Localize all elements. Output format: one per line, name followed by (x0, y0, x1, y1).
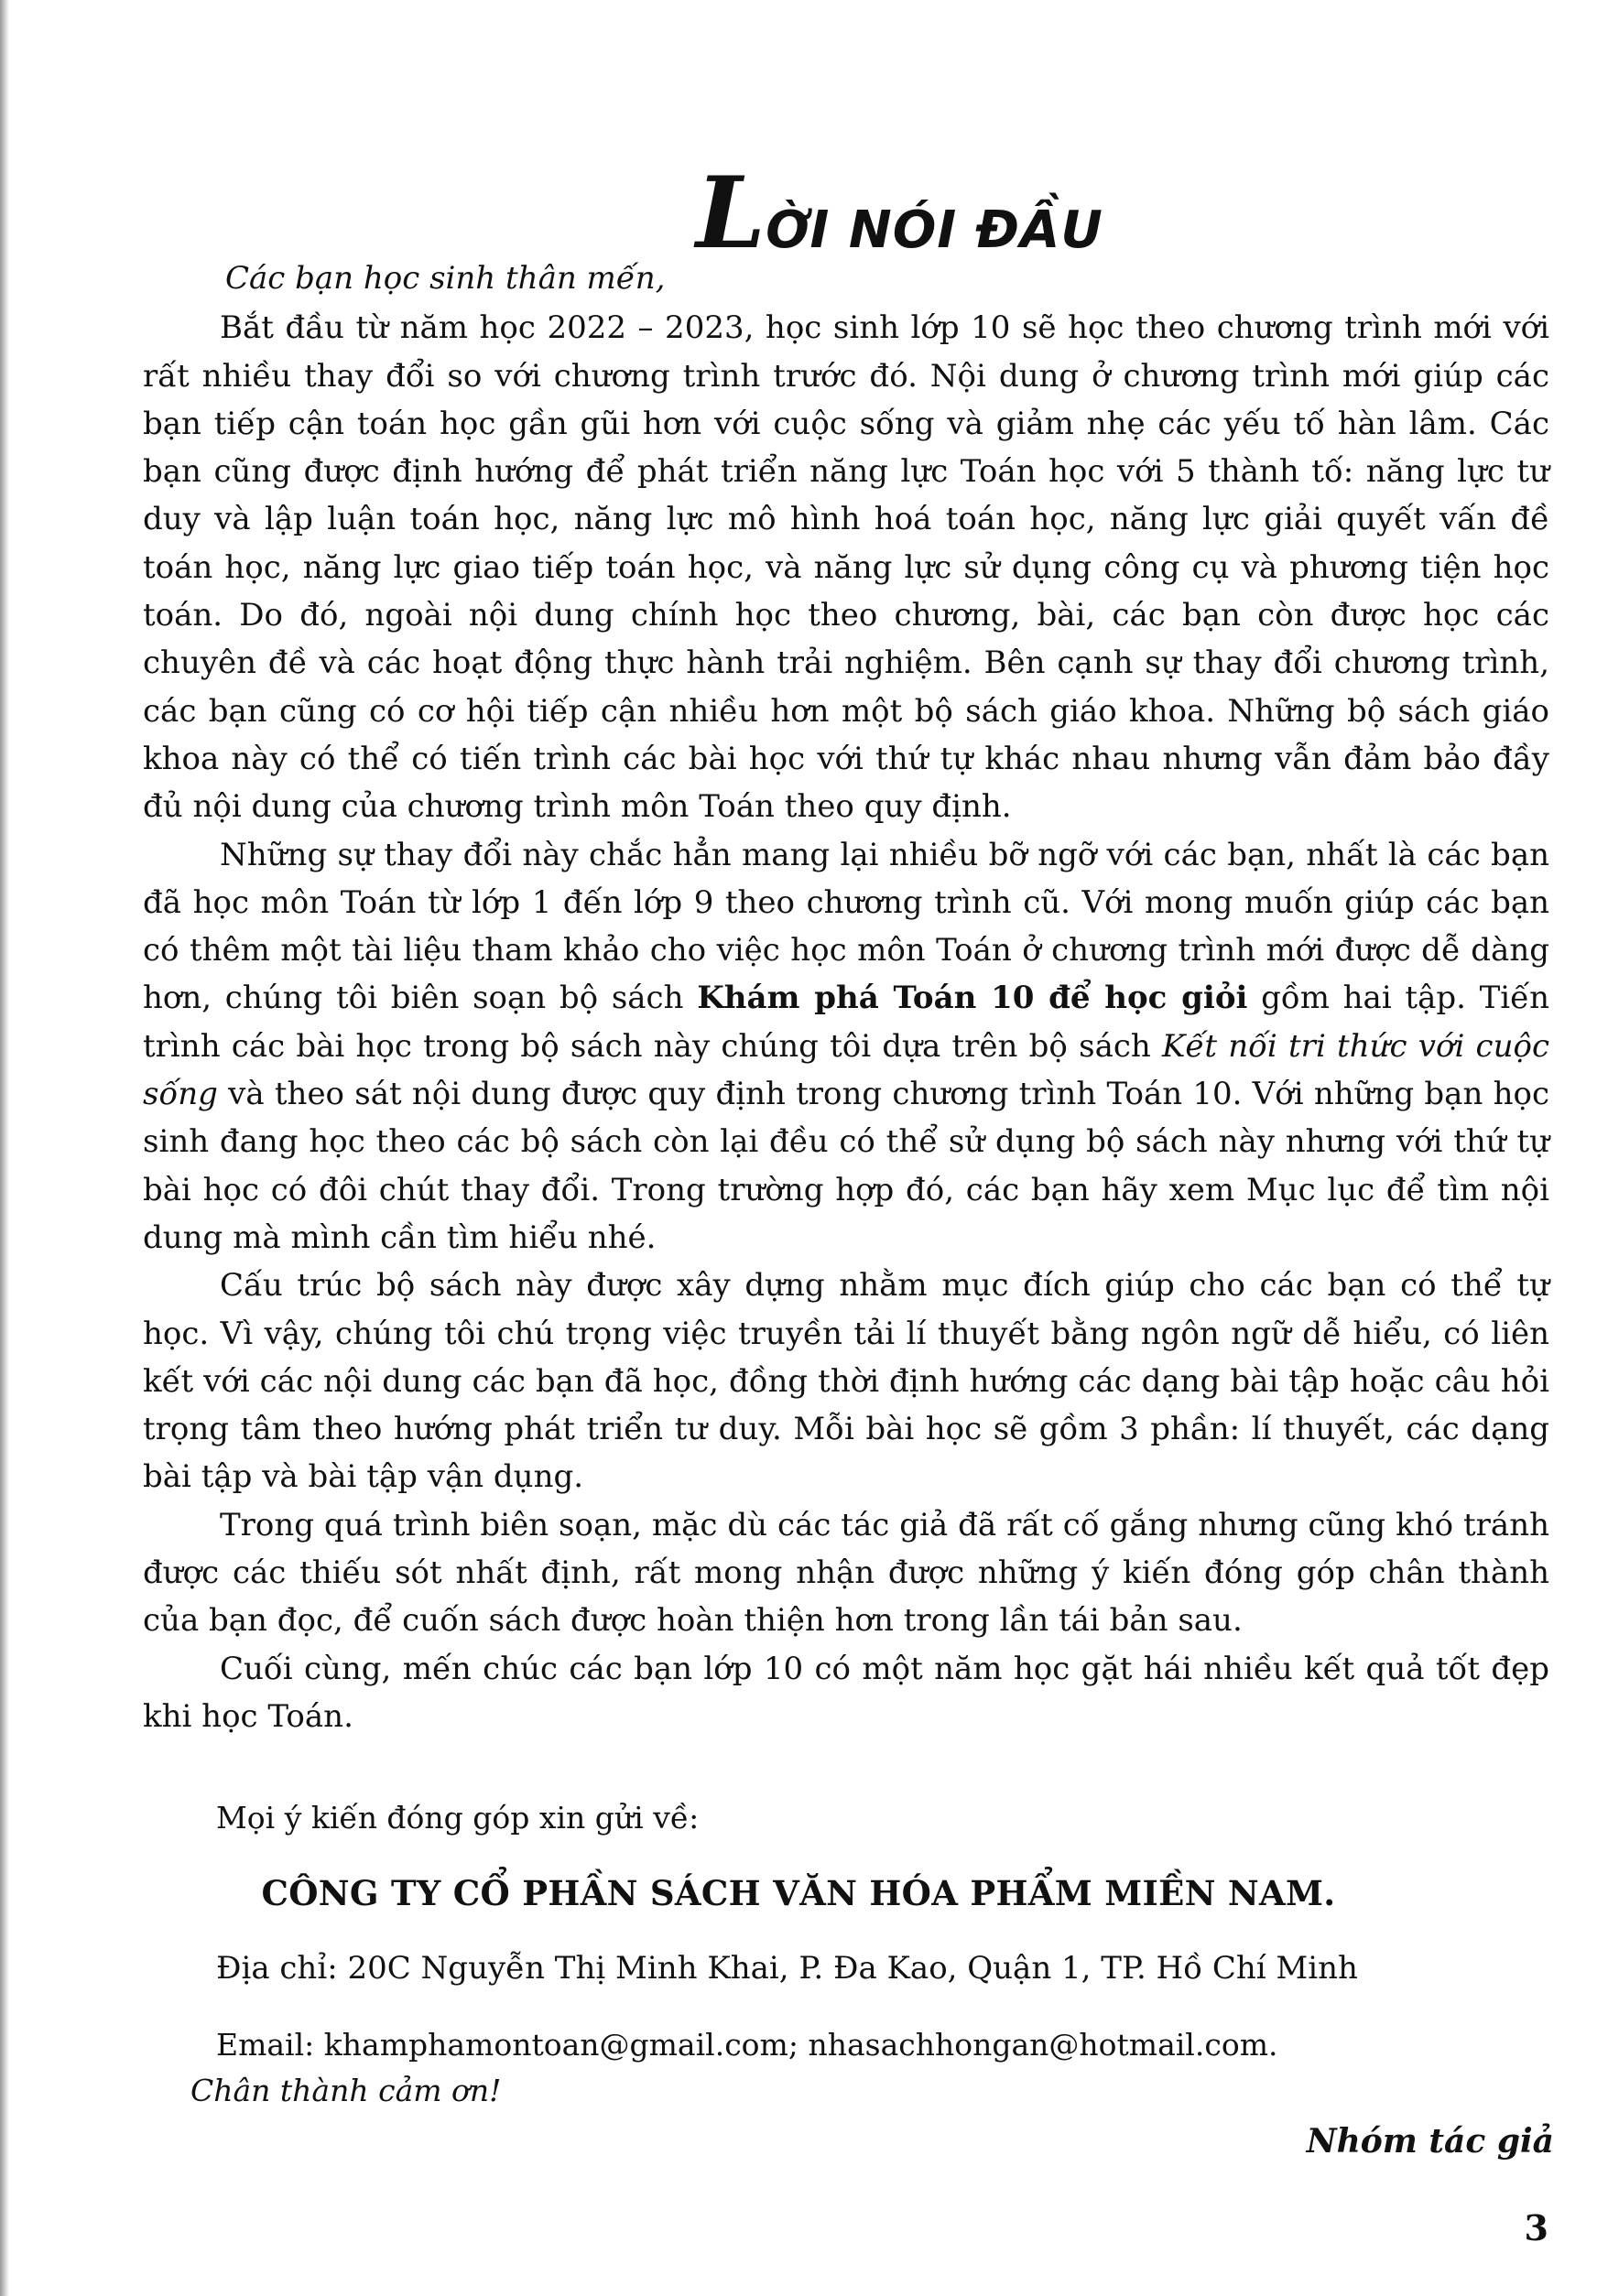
paragraph-5: Cuối cùng, mến chúc các bạn lớp 10 có một năm học gặt hái nhiều kết quả tốt đẹp khi học Toán. (143, 1650, 1549, 1735)
paragraph-3: Cấu trúc bộ sách này được xây dựng nhằm mục đích giúp cho các bạn có thể tự học. Vì vậy, chúng tôi chú trọng việc truyền tải lí thuyết bằng ngôn ngữ dễ hiểu, có liên kết với các nội dung các bạn đã học, đồng thời định hướng các dạng bài tập hoặc câu hỏi trọng tâm theo hướng phát triển tư duy. Mỗi bài học sẽ gồm 3 phần: lí thuyết, các dạng bài tập và bài tập vận dụng. (143, 1267, 1549, 1496)
contact-intro: Mọi ý kiến đóng góp xin gửi về: (216, 1800, 700, 1836)
paragraph-4: Trong quá trình biên soạn, mặc dù các tác giả đã rất cố gắng nhưng cũng khó tránh được các thiếu sót nhất định, rất mong nhận được những ý kiến đóng góp chân thành của bạn đọc, để cuốn sách được hoàn thiện hơn trong lần tái bản sau. (143, 1506, 1549, 1640)
page-binding-shadow (0, 0, 9, 2296)
paragraph-2-part-c: và theo sát nội dung được quy định trong chương trình Toán 10. Với những bạn học sinh đang học theo các bộ sách còn lại đều có thể sử dụng bộ sách này nhưng với thứ tự bài học có đôi chút thay đổi. Trong trường hợp đó, các bạn hãy xem Mục lục để tìm nội dung mà mình cần tìm hiểu nhé. (143, 1076, 1549, 1256)
salutation: Các bạn học sinh thân mến, (225, 260, 666, 297)
preface-body (143, 255, 1549, 1740)
closing-thanks: Chân thành cảm ơn! (190, 2073, 502, 2108)
series-title-italic: Kết nối tri thức với cuộc sống (143, 1027, 1549, 1113)
paragraph-2 (143, 831, 1549, 1262)
contact-address: Địa chỉ: 20C Nguyễn Thị Minh Khai, P. Đa Kao, Quận 1, TP. Hồ Chí Minh (216, 1950, 1358, 1987)
book-title-bold: Khám phá Toán 10 để học giỏi (697, 980, 1248, 1017)
paragraph-1: Bắt đầu từ năm học 2022 – 2023, học sinh lớp 10 sẽ học theo chương trình mới với rất nhiều thay đổi so với chương trình trước đó. Nội dung ở chương trình mới giúp các bạn tiếp cận toán học gần gũi hơn với cuộc sống và giảm nhẹ các yếu tố hàn lâm. Các bạn cũng được định hướng để phát triển năng lực Toán học với 5 thành tố: năng lực tư duy và lập luận toán học, năng lực mô hình hoá toán học, năng lực giải quyết vấn đề toán học, năng lực giao tiếp toán học, và năng lực sử dụng công cụ và phương tiện học toán. Do đó, ngoài nội dung chính học theo chương, bài, các bạn còn được học các chuyên đề và các hoạt động thực hành trải nghiệm. Bên cạnh sự thay đổi chương trình, các bạn cũng có cơ hội tiếp cận nhiều hơn một bộ sách giáo khoa. Những bộ sách giáo khoa này có thể có tiến trình các bài học với thứ tự khác nhau nhưng vẫn đảm bảo đầy đủ nội dung của chương trình môn Toán theo quy định. (143, 309, 1549, 826)
company-name: CÔNG TY CỔ PHẦN SÁCH VĂN HÓA PHẨM MIỀN NAM. (261, 1873, 1336, 1913)
page-number: 3 (1524, 2207, 1548, 2248)
contact-email: Email: khamphamontoan@gmail.com; nhasachhongan@hotmail.com. (216, 2027, 1278, 2063)
title-rest: ỜI NÓI ĐẦU (765, 200, 1103, 260)
paragraph-2-part-b: gồm hai tập. Tiến trình các bài học trong bộ sách này chúng tôi dựa trên bộ sách (143, 980, 1549, 1065)
title-initial: L (696, 156, 766, 271)
paragraph-2-part-a: Những sự thay đổi này chắc hẳn mang lại nhiều bỡ ngỡ với các bạn, nhất là các bạn đã học môn Toán từ lớp 1 đến lớp 9 theo chương trình cũ. Với mong muốn giúp các bạn có thêm một tài liệu tham khảo cho việc học môn Toán ở chương trình mới được dễ dàng hơn, chúng tôi biên soạn bộ sách (143, 836, 1549, 1017)
author-signature: Nhóm tác giả (1306, 2122, 1554, 2161)
